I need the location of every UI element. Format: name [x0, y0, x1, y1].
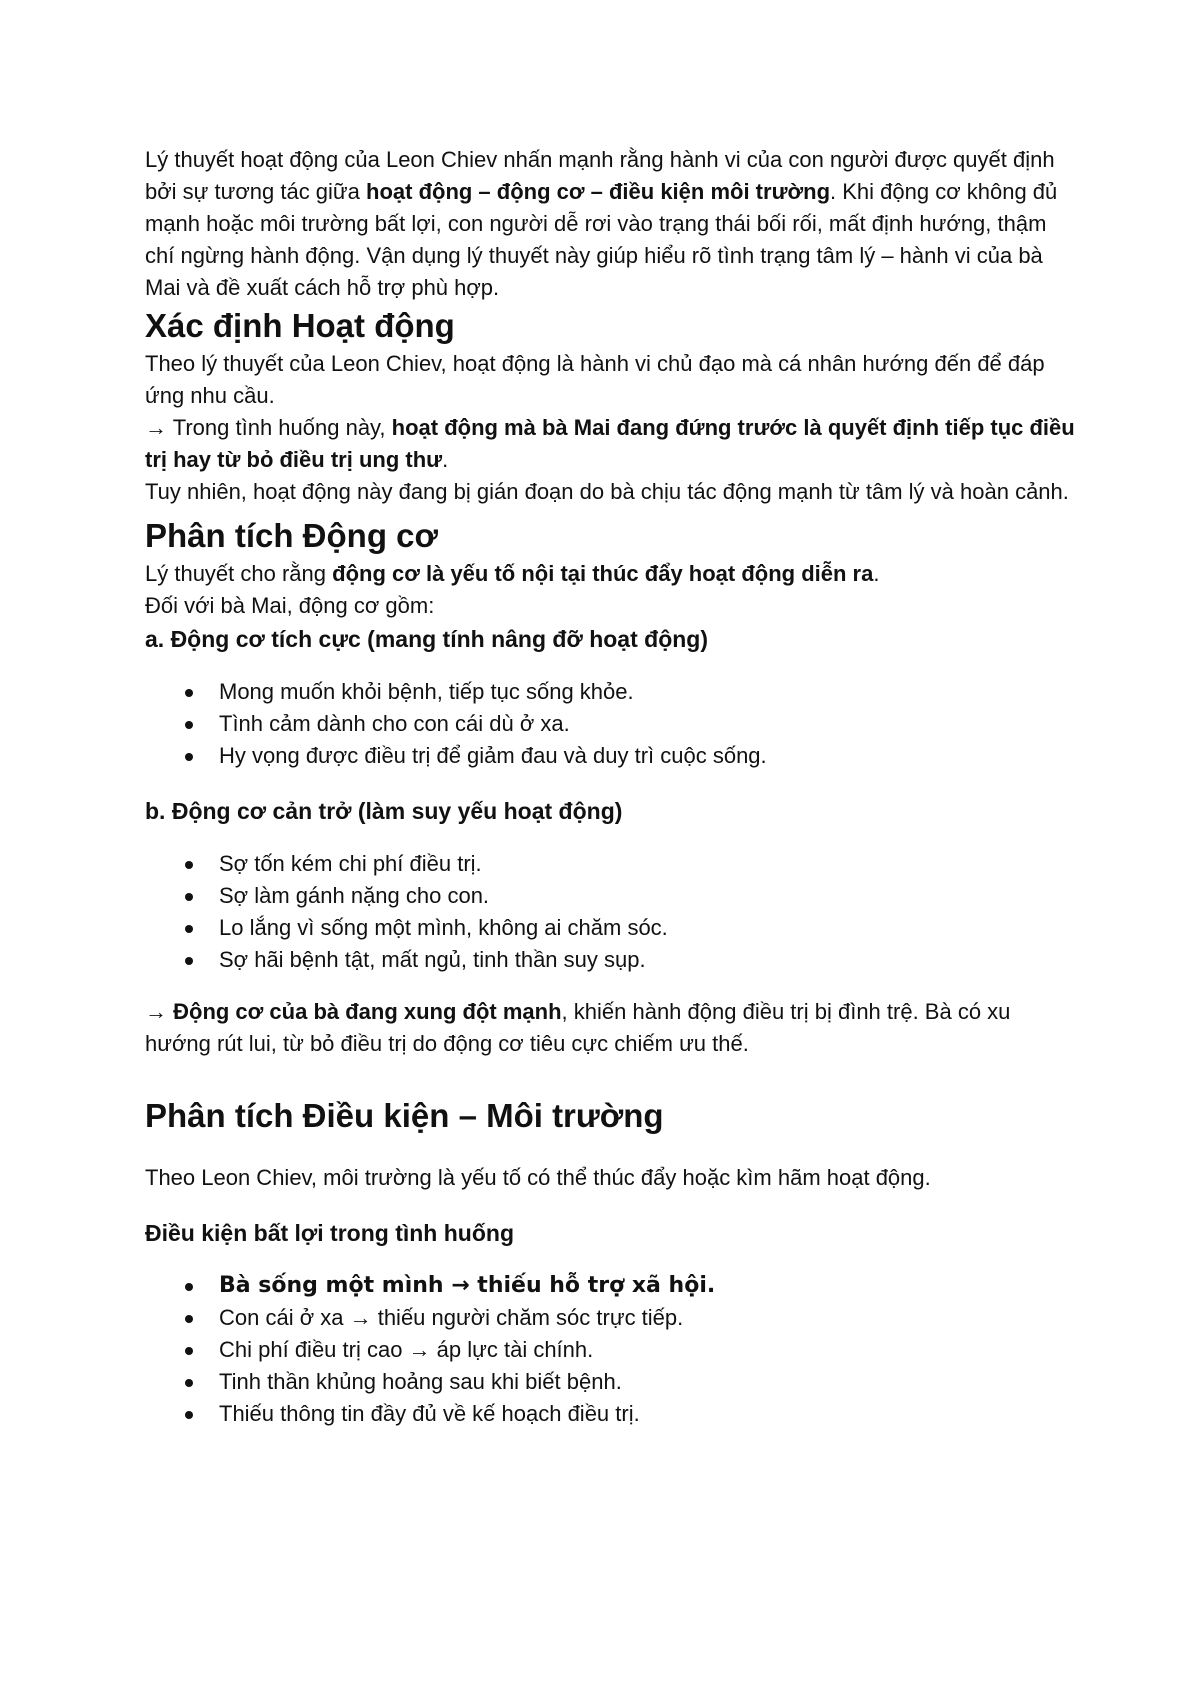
motive-conclusion-text: , khiến hành động điều trị bị đình trệ. Bà có xu hướng rút lui, từ bỏ điều trị do động cơ tiêu cực chiếm ưu thế. [145, 999, 1011, 1056]
motive-paragraph-2: Đối với bà Mai, động cơ gồm: [145, 593, 435, 618]
activity-bold-text: hoạt động mà bà Mai đang đứng trước là quyết định tiếp tục điều trị hay từ bỏ điều trị ung thư [145, 415, 1075, 472]
negative-motive-title: b. Động cơ cản trở (làm suy yếu hoạt động) [145, 798, 623, 824]
heading-activity: Xác định Hoạt động [145, 307, 455, 344]
heading-environment: Phân tích Điều kiện – Môi trường [145, 1097, 664, 1134]
list-item: Tình cảm dành cho con cái dù ở xa. [145, 708, 1075, 740]
document-body [145, 144, 1075, 1430]
motive-conclusion [145, 996, 1075, 1060]
list-item: Mong muốn khỏi bệnh, tiếp tục sống khỏe. [145, 676, 1075, 708]
list-item: Chi phí điều trị cao → áp lực tài chính. [145, 1334, 1075, 1366]
list-item: Thiếu thông tin đầy đủ về kế hoạch điều trị. [145, 1398, 1075, 1430]
motive-period: . [873, 561, 880, 586]
list-item: Lo lắng vì sống một mình, không ai chăm sóc. [145, 912, 1075, 944]
adverse-conditions-list [145, 1270, 1075, 1430]
negative-motive-list [145, 848, 1075, 976]
intro-bold-phrase: hoạt động – động cơ – điều kiện môi trường [366, 179, 831, 204]
activity-paragraph-1: Theo lý thuyết của Leon Chiev, hoạt động là hành vi chủ đạo mà cá nhân hướng đến để đáp ứng nhu cầu. [145, 351, 1045, 408]
intro-text-2: . Khi động cơ không đủ mạnh hoặc môi trường bất lợi, con người dễ rơi vào trạng thái bối rối, mất định hướng, thậm chí ngừng hành động. Vận dụng lý thuyết này giúp hiểu rõ tình trạng tâm lý – hành vi của bà Mai và đề xuất cách hỗ trợ phù hợp. [145, 179, 1058, 300]
environment-paragraph-1: Theo Leon Chiev, môi trường là yếu tố có thể thúc đẩy hoặc kìm hãm hoạt động. [145, 1165, 931, 1190]
activity-period: . [442, 447, 449, 472]
list-item: Sợ tốn kém chi phí điều trị. [145, 848, 1075, 880]
adverse-conditions-title: Điều kiện bất lợi trong tình huống [145, 1220, 514, 1246]
activity-paragraph-3: Tuy nhiên, hoạt động này đang bị gián đoạn do bà chịu tác động mạnh từ tâm lý và hoàn cảnh. [145, 479, 1069, 504]
positive-motive-list [145, 676, 1075, 772]
list-item: Tinh thần khủng hoảng sau khi biết bệnh. [145, 1366, 1075, 1398]
activity-arrow-text: → Trong tình huống này, [145, 415, 392, 440]
list-item: Sợ làm gánh nặng cho con. [145, 880, 1075, 912]
intro-paragraph [145, 144, 1075, 304]
motive-bold-text: động cơ là yếu tố nội tại thúc đẩy hoạt động diễn ra [332, 561, 874, 586]
list-item: Bà sống một mình → thiếu hỗ trợ xã hội. [145, 1270, 1075, 1302]
motive-conclusion-bold: → Động cơ của bà đang xung đột mạnh [145, 999, 562, 1024]
intro-text-1: Lý thuyết hoạt động của Leon Chiev nhấn mạnh rằng hành vi của con người được quyết định bởi sự tương tác giữa [145, 147, 1055, 204]
motive-paragraph-1 [145, 558, 1075, 590]
list-item: Hy vọng được điều trị để giảm đau và duy trì cuộc sống. [145, 740, 1075, 772]
heading-motive: Phân tích Động cơ [145, 517, 438, 554]
list-item: Sợ hãi bệnh tật, mất ngủ, tinh thần suy sụp. [145, 944, 1075, 976]
positive-motive-title: a. Động cơ tích cực (mang tính nâng đỡ hoạt động) [145, 626, 709, 652]
list-item: Con cái ở xa → thiếu người chăm sóc trực tiếp. [145, 1302, 1075, 1334]
activity-paragraph-2 [145, 412, 1075, 476]
motive-text-pre: Lý thuyết cho rằng [145, 561, 333, 586]
